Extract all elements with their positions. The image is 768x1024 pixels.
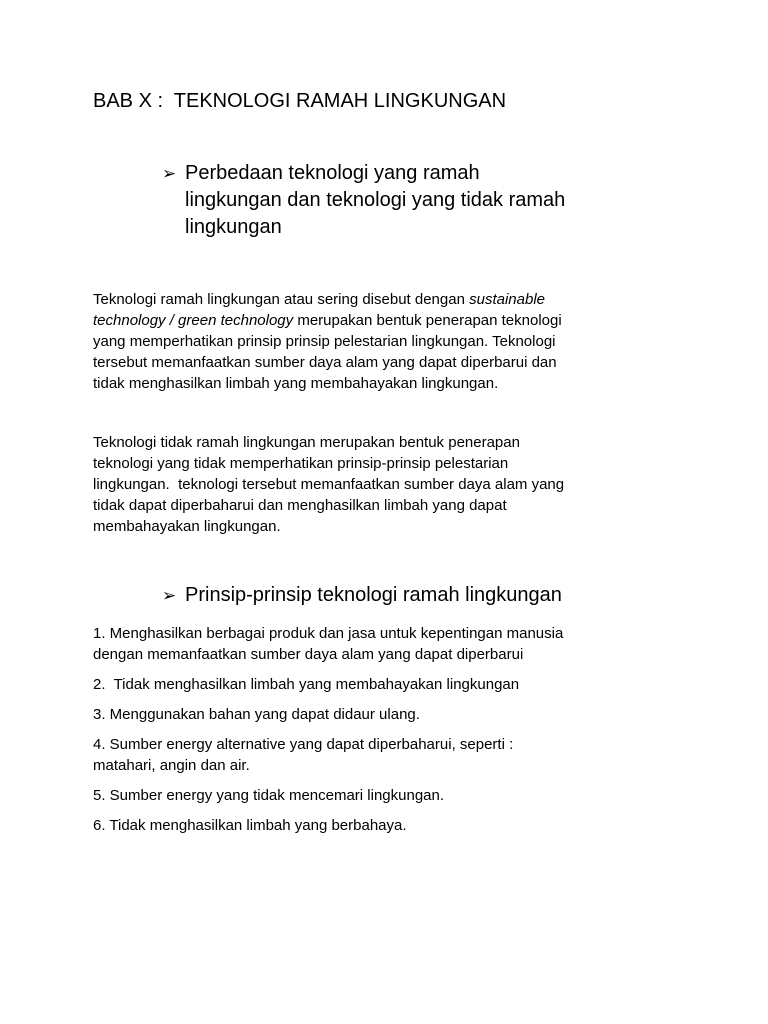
list-item <box>93 785 673 806</box>
paragraph-eco-friendly-tech <box>93 289 673 394</box>
arrow-bullet-icon: ➢ <box>162 164 177 183</box>
section-heading-text: Prinsip-prinsip teknologi ramah lingkungan <box>185 584 562 606</box>
section-heading-principles <box>162 582 682 609</box>
paragraph-non-eco-tech <box>93 432 673 537</box>
italic-term: technology / green technology <box>93 312 294 329</box>
list-item <box>93 674 673 695</box>
list-item-line: 1. Menghasilkan berbagai produk dan jasa untuk kepentingan manusia <box>93 625 564 642</box>
chapter-title: BAB X : TEKNOLOGI RAMAH LINGKUNGAN <box>93 90 507 112</box>
list-item-line: 3. Menggunakan bahan yang dapat didaur ulang. <box>93 706 420 723</box>
paragraph-line: tidak menghasilkan limbah yang membahayakan lingkungan. <box>93 375 499 392</box>
paragraph-line <box>93 289 673 310</box>
heading-line: lingkungan dan teknologi yang tidak ramah <box>185 189 566 211</box>
arrow-bullet-icon: ➢ <box>162 586 177 605</box>
list-item-line: 4. Sumber energy alternative yang dapat diperbaharui, seperti : <box>93 736 514 753</box>
paragraph-line: lingkungan. teknologi tersebut memanfaatkan sumber daya alam yang <box>93 476 565 493</box>
paragraph-line: teknologi yang tidak memperhatikan prinsip-prinsip pelestarian <box>93 455 509 472</box>
paragraph-line: Teknologi tidak ramah lingkungan merupakan bentuk penerapan <box>93 434 520 451</box>
list-item-line: 6. Tidak menghasilkan limbah yang berbahaya. <box>93 817 407 834</box>
list-item-line: matahari, angin dan air. <box>93 757 250 774</box>
paragraph-line <box>93 310 673 331</box>
list-item <box>93 704 673 725</box>
heading-line: lingkungan <box>185 216 282 238</box>
paragraph-line: membahayakan lingkungan. <box>93 518 281 535</box>
list-item <box>93 815 673 836</box>
heading-line: Perbedaan teknologi yang ramah <box>185 162 480 184</box>
section-heading-text <box>185 160 565 241</box>
paragraph-text: merupakan bentuk penerapan teknologi <box>293 312 562 329</box>
paragraph-line: tersebut memanfaatkan sumber daya alam yang dapat diperbarui dan <box>93 354 557 371</box>
list-item-line: 2. Tidak menghasilkan limbah yang membahayakan lingkungan <box>93 676 520 693</box>
principles-list <box>93 623 673 845</box>
paragraph-line: yang memperhatikan prinsip prinsip pelestarian lingkungan. Teknologi <box>93 333 556 350</box>
italic-term: sustainable <box>469 291 545 308</box>
section-heading-differences <box>162 160 672 241</box>
list-item-line: dengan memanfaatkan sumber daya alam yang dapat diperbarui <box>93 646 524 663</box>
list-item-line: 5. Sumber energy yang tidak mencemari lingkungan. <box>93 787 445 804</box>
list-item <box>93 734 673 776</box>
list-item <box>93 623 673 665</box>
paragraph-text: Teknologi ramah lingkungan atau sering disebut dengan <box>93 291 470 308</box>
paragraph-line: tidak dapat diperbaharui dan menghasilkan limbah yang dapat <box>93 497 507 514</box>
